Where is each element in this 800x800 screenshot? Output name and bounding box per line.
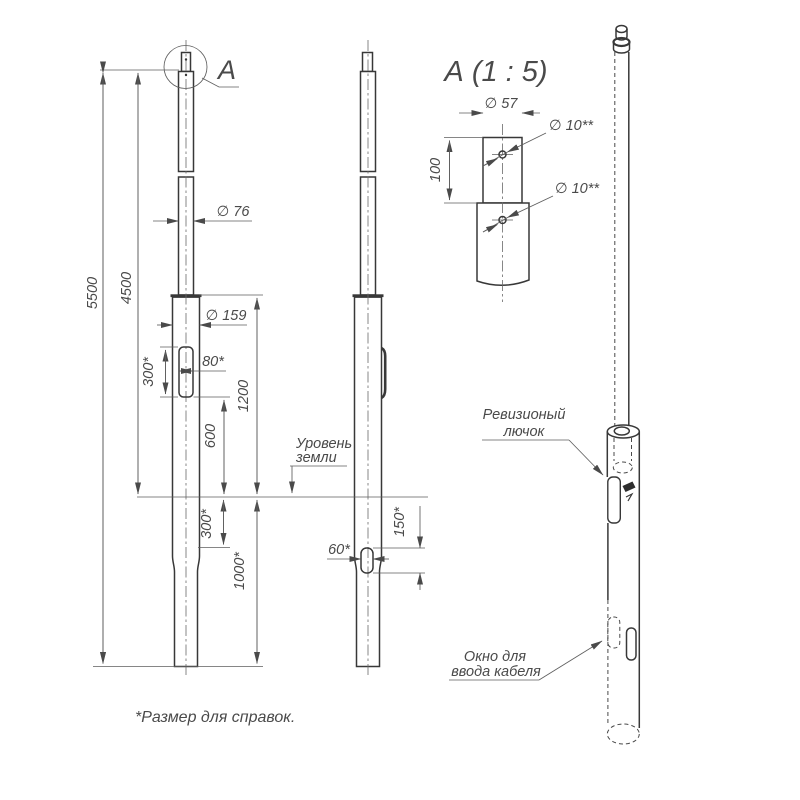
cable-window-label [449, 641, 602, 680]
iso-hatch-mark [626, 494, 632, 501]
dim-300-below-text: 300* [199, 509, 215, 539]
dim-tip-diameter [459, 96, 540, 113]
iso-tip-top [616, 26, 627, 33]
dim-57-text: ∅ 57 [484, 96, 518, 112]
iso-hidden-joint [613, 462, 632, 473]
revision-hatch-line2: лючок [503, 424, 545, 440]
dim-150-text: 150* [392, 507, 408, 537]
dim-above-ground [119, 73, 138, 494]
dim-60-text: 60* [328, 542, 350, 558]
lower-hole-mark [185, 74, 187, 76]
detail-upper-tube [477, 203, 529, 285]
dim-80-text: 80* [202, 354, 224, 370]
ground-level-line2: земли [296, 450, 337, 466]
detail-callout-letter: А [217, 55, 237, 85]
dim-hole-lower-text: ∅ 10** [554, 181, 600, 197]
dim-600-text: 600 [203, 423, 219, 449]
detail-a-title: А (1 : 5) [444, 56, 548, 88]
upper-hole-mark [185, 58, 187, 60]
detail-a-view [428, 56, 600, 302]
iso-hatch-door [623, 482, 636, 493]
side-view [353, 40, 386, 676]
iso-view [607, 26, 639, 745]
iso-bottom [607, 724, 639, 744]
ground-level-label [290, 436, 352, 493]
dim-step-below-ground [198, 500, 230, 548]
cable-window-line2: ввода кабеля [451, 664, 541, 680]
iso-revision-hatch [608, 477, 621, 523]
dim-hole-upper-text: ∅ 10** [548, 118, 594, 134]
dim-5500-text: 5500 [85, 276, 101, 310]
dim-4500-text: 4500 [119, 271, 135, 305]
dim-underground-length [232, 500, 257, 664]
iso-collar [614, 38, 630, 46]
dim-1000-text: 1000* [232, 552, 248, 590]
dim-1200-text: 1200 [236, 379, 252, 413]
iso-cable-window [627, 628, 637, 660]
cable-window-line1: Окно для [463, 649, 527, 665]
dim-300-hatch-text: 300* [141, 357, 157, 387]
dim-upper-diameter [153, 204, 252, 221]
dim-tip-length [428, 138, 483, 204]
revision-hatch-line1: Ревизионый [482, 407, 566, 423]
dim-100-text: 100 [428, 157, 444, 183]
iso-cable-window-hidden [608, 617, 620, 648]
reference-note: *Размер для справок. [135, 709, 296, 726]
ground-level-line1: Уровень [296, 436, 353, 452]
dim-76-text: ∅ 76 [216, 204, 250, 220]
revision-hatch-label [482, 407, 603, 475]
pole-tip-side [363, 53, 373, 72]
dim-base-diameter [157, 308, 247, 325]
dim-159-text: ∅ 159 [205, 308, 247, 324]
